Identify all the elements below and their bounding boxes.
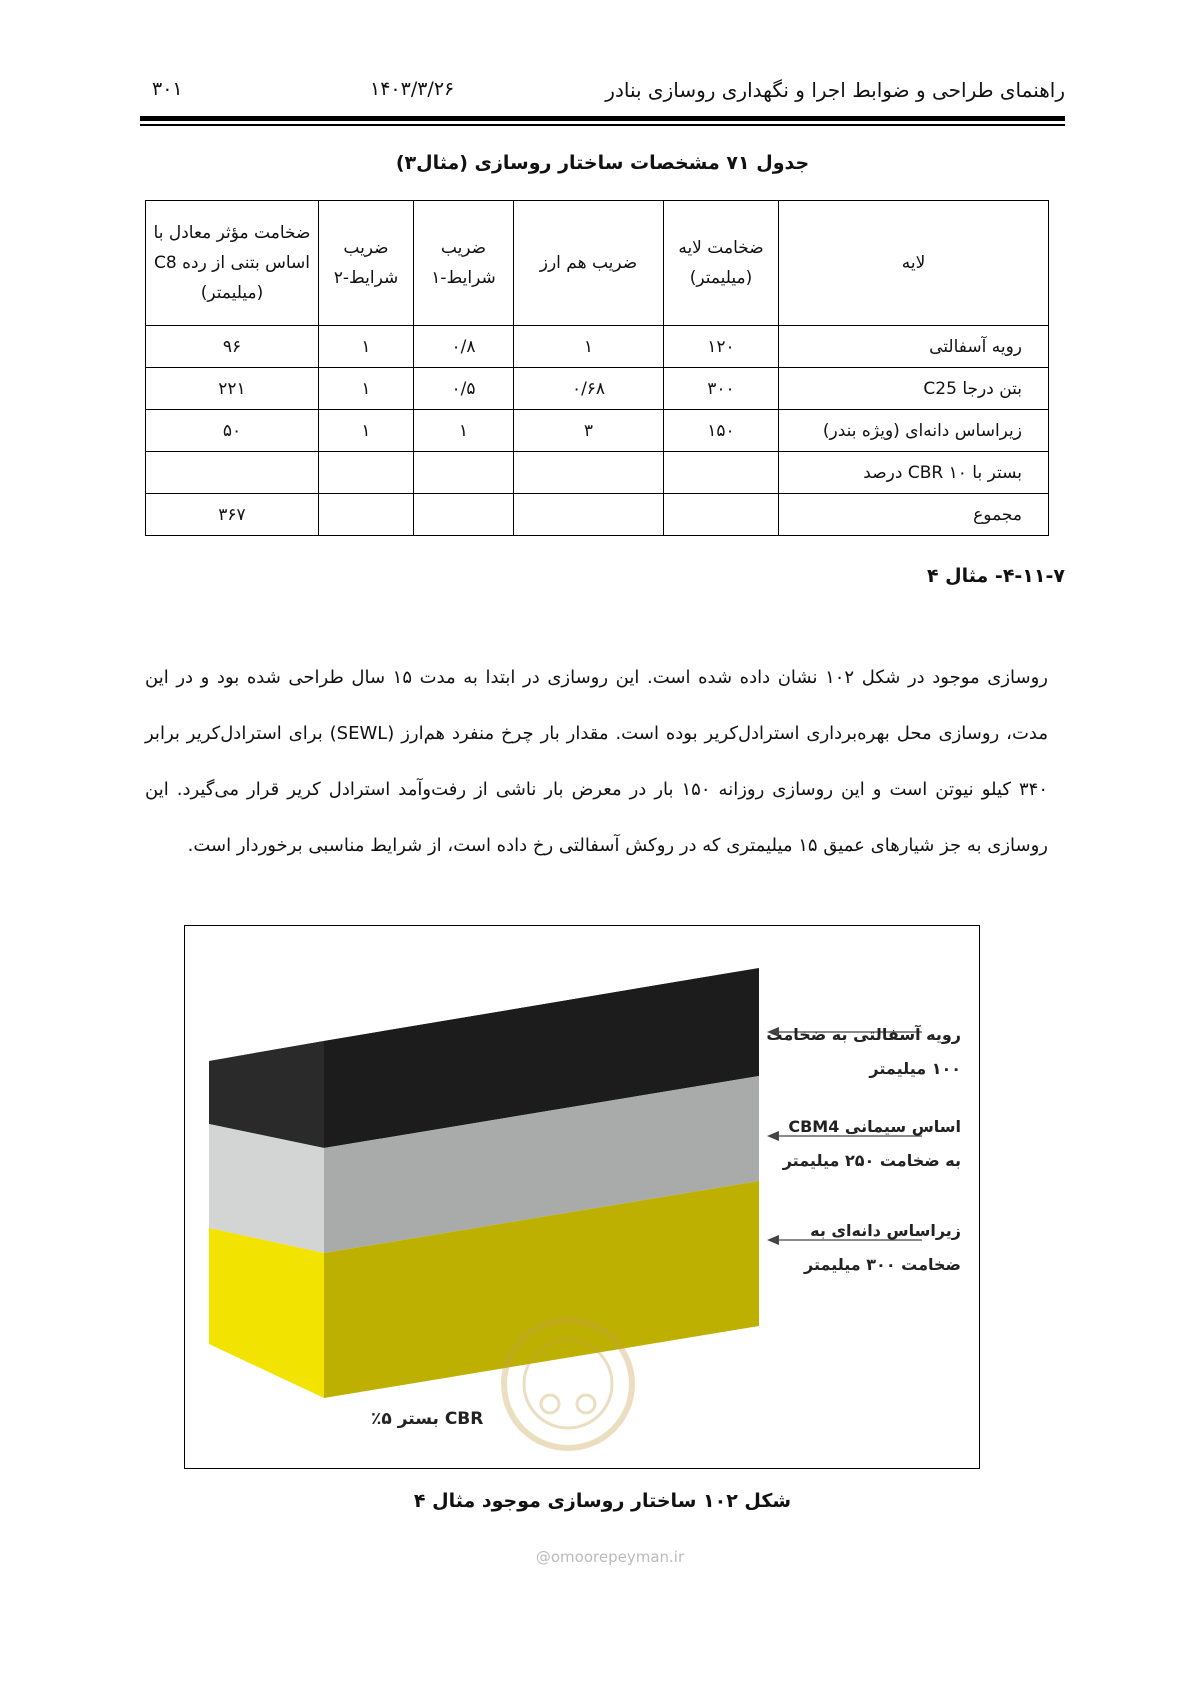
- pavement-layers-illustration: [185, 926, 981, 1470]
- cell-layer: بتن درجا C25: [779, 368, 1049, 410]
- cell-condition-1: ۱: [414, 410, 514, 452]
- cell-equivalence: ۰/۶۸: [514, 368, 664, 410]
- running-title: راهنمای طراحی و ضوابط اجرا و نگهداری روسازی بنادر: [605, 78, 1065, 102]
- cell-condition-2: [319, 494, 414, 536]
- cell-condition-1: [414, 452, 514, 494]
- cell-thickness: [664, 494, 779, 536]
- label-cement-base: اساس سیمانی CBM4 به ضخامت ۲۵۰ میلیمتر: [782, 1117, 961, 1170]
- cell-condition-2: ۱: [319, 326, 414, 368]
- cell-equivalence: [514, 494, 664, 536]
- cell-effective: ۲۲۱: [146, 368, 319, 410]
- table-row: [146, 452, 1049, 494]
- table-row: [146, 326, 1049, 368]
- header-condition-1: ضریب شرایط-۱: [414, 201, 514, 326]
- header-date: ۱۴۰۳/۳/۲۶: [370, 78, 455, 100]
- arrow-head-icon: [767, 1131, 779, 1141]
- table-caption: جدول ۷۱ مشخصات ساختار روسازی (مثال۳): [395, 152, 810, 174]
- cell-condition-1: ۰/۸: [414, 326, 514, 368]
- cell-condition-2: [319, 452, 414, 494]
- publisher-seal-icon: [504, 1320, 632, 1448]
- arrow-head-icon: [767, 1235, 779, 1245]
- header-rule-thick: [140, 116, 1065, 121]
- figure-caption: شکل ۱۰۲ ساختار روسازی موجود مثال ۴: [413, 1490, 792, 1512]
- cell-thickness: ۳۰۰: [664, 368, 779, 410]
- table-header-row: [146, 201, 1049, 326]
- cell-thickness: [664, 452, 779, 494]
- header-rule-thin: [140, 124, 1065, 126]
- cell-equivalence: ۱: [514, 326, 664, 368]
- cell-thickness: ۱۲۰: [664, 326, 779, 368]
- header-layer: لایه: [779, 201, 1049, 326]
- header-effective-thickness: ضخامت مؤثر معادل با اساس بتنی از رده C8 (میلیمتر): [146, 201, 319, 326]
- cell-condition-2: ۱: [319, 368, 414, 410]
- cell-layer: بستر با CBR ۱۰ درصد: [779, 452, 1049, 494]
- table-row: [146, 368, 1049, 410]
- pavement-structure-table: [145, 200, 1049, 536]
- cell-effective: [146, 452, 319, 494]
- label-subgrade: CBR بستر ۵٪: [371, 1409, 484, 1429]
- cell-layer: رویه آسفالتی: [779, 326, 1049, 368]
- header-equivalence: ضریب هم ارز: [514, 201, 664, 326]
- body-paragraph: روسازی موجود در شکل ۱۰۲ نشان داده شده است. این روسازی در ابتدا به مدت ۱۵ سال طراحی شده بود و در این مدت، روسازی محل بهره‌برداری استرادل‌کریر بوده است. مقدار بار چرخ منفرد هم‌ارز (SEWL) برای استرادل‌کریر برابر ۳۴۰ کیلو نیوتن است و این روسازی روزانه ۱۵۰ بار در معرض بار ناشی از رفت‌وآمد استرادل کریر قرار می‌گیرد. این روسازی به جز شیارهای عمیق ۱۵ میلیمتری که در روکش آسفالتی رخ داده است، از شرایط مناسبی برخوردار است.: [145, 667, 1049, 856]
- cell-condition-1: ۰/۵: [414, 368, 514, 410]
- label-asphalt-layer: رویه آسفالتی به ضخامت ۱۰۰ میلیمتر: [766, 1025, 961, 1078]
- table-row: [146, 410, 1049, 452]
- cell-equivalence: [514, 452, 664, 494]
- cell-effective: ۹۶: [146, 326, 319, 368]
- cell-equivalence: ۳: [514, 410, 664, 452]
- cell-condition-2: ۱: [319, 410, 414, 452]
- section-heading: ۴-۱۱-۷- مثال ۴: [926, 565, 1065, 587]
- cell-effective: ۵۰: [146, 410, 319, 452]
- cell-effective: ۳۶۷: [146, 494, 319, 536]
- header-thickness: ضخامت لایه (میلیمتر): [664, 201, 779, 326]
- page-header: [140, 70, 1065, 110]
- cell-layer: مجموع: [779, 494, 1049, 536]
- page-number: ۳۰۱: [152, 78, 183, 100]
- label-subbase: زیراساس دانه‌ای به ضخامت ۳۰۰ میلیمتر: [804, 1221, 961, 1274]
- table-row-total: [146, 494, 1049, 536]
- header-condition-2: ضریب شرایط-۲: [319, 201, 414, 326]
- watermark-text: @omoorepeyman.ir: [535, 1548, 685, 1566]
- pavement-figure: [184, 925, 980, 1469]
- cell-layer: زیراساس دانه‌ای (ویژه بندر): [779, 410, 1049, 452]
- cell-thickness: ۱۵۰: [664, 410, 779, 452]
- cell-condition-1: [414, 494, 514, 536]
- subbase-front-face: [209, 1228, 324, 1398]
